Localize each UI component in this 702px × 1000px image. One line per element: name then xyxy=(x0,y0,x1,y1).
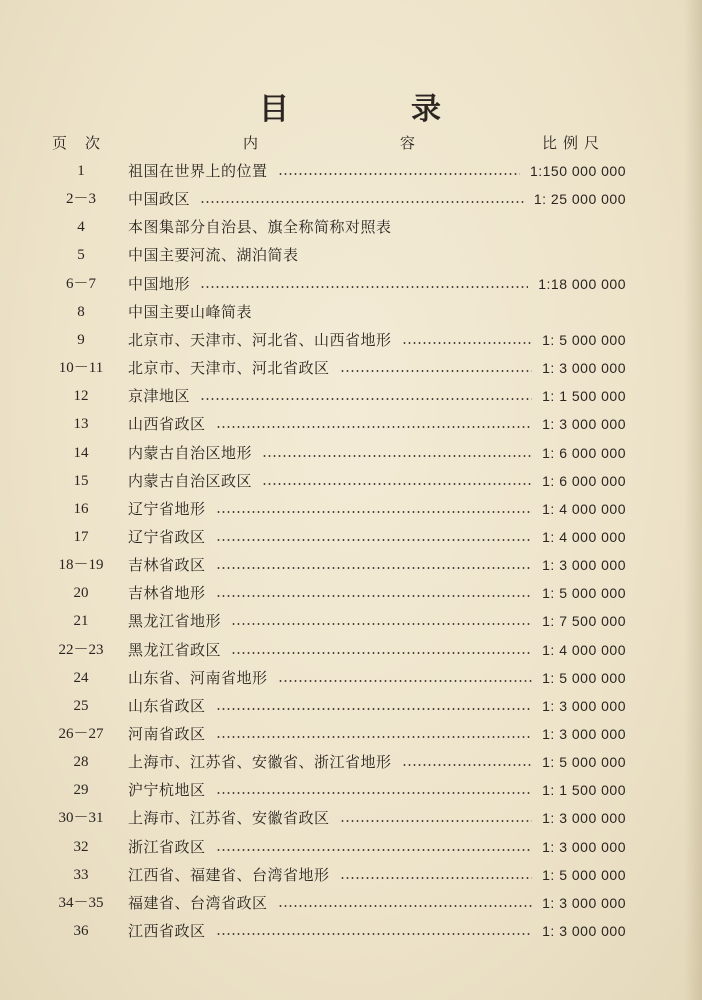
toc-leader-dots xyxy=(278,905,532,907)
toc-scale: 1: 3 000 000 xyxy=(542,697,626,714)
toc-page-number: 36 xyxy=(73,923,89,940)
header-scale: 比例尺 xyxy=(542,134,606,152)
toc-leader-dots xyxy=(340,877,532,879)
toc-leader-dots xyxy=(216,736,532,738)
toc-row[interactable] xyxy=(0,805,702,831)
header-content-2: 容 xyxy=(400,134,416,152)
toc-entry-title: 吉林省政区 xyxy=(128,556,206,575)
toc-scale: 1: 5 000 000 xyxy=(542,331,626,348)
toc-row[interactable] xyxy=(0,496,702,522)
toc-row[interactable] xyxy=(0,214,702,240)
header-content-1: 内 xyxy=(243,134,259,152)
toc-page-number: 8 xyxy=(77,303,85,320)
toc-page-number: 9 xyxy=(77,331,85,348)
toc-entry-title: 北京市、天津市、河北省政区 xyxy=(128,359,330,378)
toc-row[interactable] xyxy=(0,862,702,888)
toc-entry-title: 黑龙江省地形 xyxy=(128,612,222,631)
toc-leader-dots xyxy=(216,539,532,541)
toc-scale: 1: 25 000 000 xyxy=(533,191,626,208)
toc-entry-title: 中国地形 xyxy=(128,274,191,293)
toc-page-number: 22－23 xyxy=(58,641,104,658)
toc-scale: 1: 5 000 000 xyxy=(542,866,626,883)
toc-entry-title: 内蒙古自治区地形 xyxy=(128,443,253,462)
toc-row[interactable] xyxy=(0,608,702,634)
toc-row[interactable] xyxy=(0,158,702,184)
toc-leader-dots xyxy=(262,483,532,485)
toc-scale: 1:18 000 000 xyxy=(538,275,626,292)
toc-row[interactable] xyxy=(0,242,702,268)
toc-leader-dots xyxy=(402,764,532,766)
toc-page-number: 29 xyxy=(73,782,89,799)
toc-entry-title: 北京市、天津市、河北省、山西省地形 xyxy=(128,330,392,349)
toc-row[interactable] xyxy=(0,721,702,747)
toc-entry-title: 山东省政区 xyxy=(128,696,206,715)
header-page: 页次 xyxy=(52,134,119,152)
toc-leader-dots xyxy=(200,286,528,288)
toc-leader-dots xyxy=(262,455,532,457)
toc-row[interactable] xyxy=(0,440,702,466)
toc-page-number: 18－19 xyxy=(58,557,104,574)
toc-scale: 1:150 000 000 xyxy=(529,163,626,179)
toc-entry-title: 沪宁杭地区 xyxy=(128,781,206,800)
toc-page-number: 5 xyxy=(77,247,85,264)
toc-page-number: 26－27 xyxy=(58,726,104,742)
toc-row[interactable] xyxy=(0,918,702,944)
title-char-2: 录 xyxy=(411,92,443,127)
toc-scale: 1: 3 000 000 xyxy=(542,726,626,742)
toc-entry-title: 福建省、台湾省政区 xyxy=(128,893,268,912)
toc-scale: 1: 5 000 000 xyxy=(542,754,626,771)
toc-page-number: 12 xyxy=(73,388,89,405)
toc-scale: 1: 1 500 000 xyxy=(542,782,626,799)
toc-entry-title: 本图集部分自治县、旗全称简称对照表 xyxy=(128,218,392,237)
toc-scale: 1: 3 000 000 xyxy=(542,894,626,911)
toc-entry-title: 浙江省政区 xyxy=(128,837,206,856)
toc-entry-title: 中国主要山峰简表 xyxy=(128,302,253,321)
toc-leader-dots xyxy=(216,849,532,851)
toc-entry-title: 山西省政区 xyxy=(128,415,206,434)
toc-scale: 1: 4 000 000 xyxy=(542,528,626,545)
toc-scale: 1: 3 000 000 xyxy=(542,360,626,377)
toc-leader-dots xyxy=(340,370,532,372)
toc-row[interactable] xyxy=(0,834,702,860)
toc-page-number: 10－11 xyxy=(58,360,104,377)
toc-row[interactable] xyxy=(0,186,702,212)
toc-leader-dots xyxy=(231,623,532,625)
toc-entry-title: 中国政区 xyxy=(128,190,191,209)
toc-entry-title: 黑龙江省政区 xyxy=(128,640,222,659)
toc-scale: 1: 1 500 000 xyxy=(542,388,626,405)
toc-row[interactable] xyxy=(0,355,702,381)
toc-page-number: 13 xyxy=(73,416,89,433)
toc-entry-title: 上海市、江苏省、安徽省、浙江省地形 xyxy=(128,753,392,772)
toc-page-number: 24 xyxy=(73,669,89,686)
table-header xyxy=(0,132,702,152)
toc-leader-dots xyxy=(340,820,532,822)
toc-row[interactable] xyxy=(0,749,702,775)
toc-scale: 1: 4 000 000 xyxy=(542,500,626,517)
toc-page-number: 34－35 xyxy=(58,894,104,911)
toc-page-number: 21 xyxy=(73,613,89,630)
toc-entry-title: 上海市、江苏省、安徽省政区 xyxy=(128,809,330,828)
toc-scale: 1: 6 000 000 xyxy=(542,444,626,461)
toc-entry-title: 京津地区 xyxy=(128,387,191,406)
toc-row[interactable] xyxy=(0,777,702,803)
toc-page-number: 33 xyxy=(73,866,89,883)
toc-scale: 1: 3 000 000 xyxy=(542,838,626,855)
toc-scale: 1: 4 000 000 xyxy=(542,641,626,658)
toc-leader-dots xyxy=(216,792,532,794)
toc-row[interactable] xyxy=(0,271,702,297)
toc-page-number: 28 xyxy=(73,754,89,771)
toc-page-number: 30－31 xyxy=(58,810,104,827)
toc-scale: 1: 3 000 000 xyxy=(542,810,626,827)
toc-page-number: 25 xyxy=(73,697,89,714)
toc-row[interactable] xyxy=(0,693,702,719)
toc-row[interactable] xyxy=(0,890,702,916)
toc-leader-dots xyxy=(216,708,532,710)
toc-row[interactable] xyxy=(0,383,702,409)
toc-leader-dots xyxy=(278,173,520,175)
toc-page-number: 4 xyxy=(77,219,85,236)
toc-leader-dots xyxy=(216,426,532,428)
toc-page-number: 17 xyxy=(73,528,89,545)
toc-row[interactable] xyxy=(0,665,702,691)
toc-leader-dots xyxy=(200,201,524,203)
toc-scale: 1: 7 500 000 xyxy=(542,613,626,630)
toc-page-number: 2－3 xyxy=(65,191,96,208)
toc-scale: 1: 3 000 000 xyxy=(542,557,626,574)
toc-row[interactable] xyxy=(0,552,702,578)
toc-scale: 1: 3 000 000 xyxy=(542,923,626,940)
toc-page-number: 1 xyxy=(77,163,85,179)
toc-leader-dots xyxy=(200,398,532,400)
toc-entry-title: 山东省、河南省地形 xyxy=(128,668,268,687)
toc-leader-dots xyxy=(216,595,532,597)
toc-entry-title: 辽宁省地形 xyxy=(128,499,206,518)
toc-page-number: 16 xyxy=(73,500,89,517)
toc-leader-dots xyxy=(402,342,532,344)
toc-page-number: 15 xyxy=(73,472,89,489)
toc-row[interactable] xyxy=(0,327,702,353)
toc-page-number: 14 xyxy=(73,444,89,461)
toc-page-number: 6－7 xyxy=(65,275,96,292)
title-char-1: 目 xyxy=(259,92,291,127)
toc-page-number: 32 xyxy=(73,838,89,855)
toc-row[interactable] xyxy=(0,299,702,325)
toc-entry-title: 河南省政区 xyxy=(128,725,206,743)
toc-entry-title: 中国主要河流、湖泊简表 xyxy=(128,246,299,265)
toc-row[interactable] xyxy=(0,411,702,437)
toc-entry-title: 江西省政区 xyxy=(128,922,206,941)
page-title xyxy=(0,84,702,128)
toc-entry-title: 江西省、福建省、台湾省地形 xyxy=(128,865,330,884)
toc-row[interactable] xyxy=(0,468,702,494)
toc-scale: 1: 5 000 000 xyxy=(542,585,626,602)
toc-entry-title: 祖国在世界上的位置 xyxy=(128,162,268,180)
toc-entry-title: 内蒙古自治区政区 xyxy=(128,471,253,490)
toc-leader-dots xyxy=(278,680,532,682)
toc-leader-dots xyxy=(216,567,532,569)
toc-entry-title: 吉林省地形 xyxy=(128,584,206,603)
toc-scale: 1: 6 000 000 xyxy=(542,472,626,489)
toc-leader-dots xyxy=(231,652,532,654)
toc-row[interactable] xyxy=(0,524,702,550)
toc-entry-title: 辽宁省政区 xyxy=(128,527,206,546)
toc-page-number: 20 xyxy=(73,585,89,602)
toc-leader-dots xyxy=(216,511,532,513)
toc-scale: 1: 3 000 000 xyxy=(542,416,626,433)
toc-scale: 1: 5 000 000 xyxy=(542,669,626,686)
toc-row[interactable] xyxy=(0,637,702,663)
toc-leader-dots xyxy=(216,933,532,935)
toc-row[interactable] xyxy=(0,580,702,606)
